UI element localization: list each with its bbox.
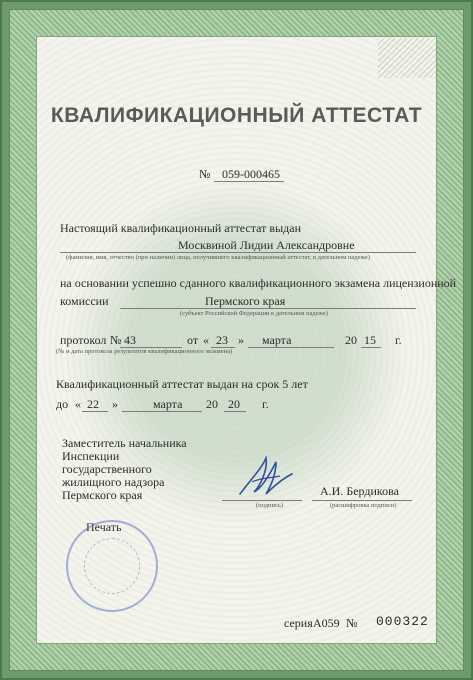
validity-text: Квалификационный аттестат выдан на срок 5 лет (56, 377, 308, 391)
validity-year-prefix: 20 (206, 397, 218, 411)
protocol-from: от (187, 333, 199, 347)
region-name: Пермского края (205, 294, 286, 308)
corner-security-pattern (378, 38, 438, 78)
official-title-line-4: жилищного надзора (62, 475, 165, 489)
basis-line-1: на основании успешно сданного квалификационного экзамена лицензионной (60, 276, 457, 290)
recipient-caption: (фамилия, имя, отчество (при наличии) лица, получившего квалификационный аттестат, в дательном падеже) (66, 254, 370, 261)
recipient-underline (60, 252, 416, 253)
protocol-number: 43 (124, 333, 136, 347)
protocol-year-underline (361, 347, 381, 348)
protocol-year-prefix: 20 (345, 333, 357, 347)
number-underline (214, 181, 284, 182)
recipient-name: Москвиной Лидии Александровне (178, 238, 355, 252)
protocol-year-unit: г. (395, 333, 402, 347)
protocol-day: 23 (216, 333, 228, 347)
official-title-line-3: государственного (62, 462, 152, 476)
official-title-line-5: Пермского края (62, 488, 143, 502)
official-title-line-2: Инспекции (62, 449, 120, 463)
signer-underline (312, 500, 412, 501)
validity-quote-close: » (112, 397, 118, 411)
protocol-quote-close: » (238, 333, 244, 347)
signature-underline (222, 500, 302, 501)
validity-quote-open: « (75, 397, 81, 411)
protocol-month: марта (262, 333, 292, 347)
validity-month-underline (122, 411, 202, 412)
validity-day: 22 (87, 397, 99, 411)
number-prefix: № (199, 167, 211, 181)
region-underline (120, 308, 416, 309)
region-caption: (субъект Российской Федерации в дательном падеже) (180, 310, 329, 317)
official-stamp-seal (66, 520, 158, 612)
stamp-label: Печать (86, 520, 122, 534)
series-code: А059 (313, 616, 340, 630)
serial-number-prefix: № (346, 616, 358, 630)
official-title-line-1: Заместитель начальника (62, 436, 187, 450)
validity-month: марта (153, 397, 183, 411)
validity-day-underline (82, 411, 108, 412)
validity-year-suffix: 20 (228, 397, 240, 411)
validity-year-unit: г. (262, 397, 269, 411)
signature-image (232, 448, 302, 506)
protocol-quote-open: « (203, 333, 209, 347)
protocol-month-underline (248, 347, 334, 348)
basis-line-2-prefix: комиссии (60, 294, 109, 308)
protocol-label: протокол (60, 333, 107, 347)
signer-caption: (расшифровка подписи) (330, 502, 397, 509)
series-label: серия (284, 616, 313, 630)
protocol-caption: (№ и дата протокола результатов квалификационного экзамена) (56, 348, 233, 355)
official-title (62, 437, 187, 502)
serial-number: 000322 (376, 614, 429, 629)
signer-name: А.И. Бердикова (320, 484, 399, 498)
issued-to-text: Настоящий квалификационный аттестат выдан (60, 221, 301, 235)
protocol-year-suffix: 15 (364, 333, 376, 347)
certificate-number: 059-000465 (222, 167, 280, 181)
signature-caption: (подпись) (256, 502, 283, 509)
validity-year-underline (224, 411, 246, 412)
validity-prefix: до (56, 397, 69, 411)
certificate-title: КВАЛИФИКАЦИОННЫЙ АТТЕСТАТ (50, 104, 423, 127)
protocol-number-prefix: № (110, 333, 122, 347)
